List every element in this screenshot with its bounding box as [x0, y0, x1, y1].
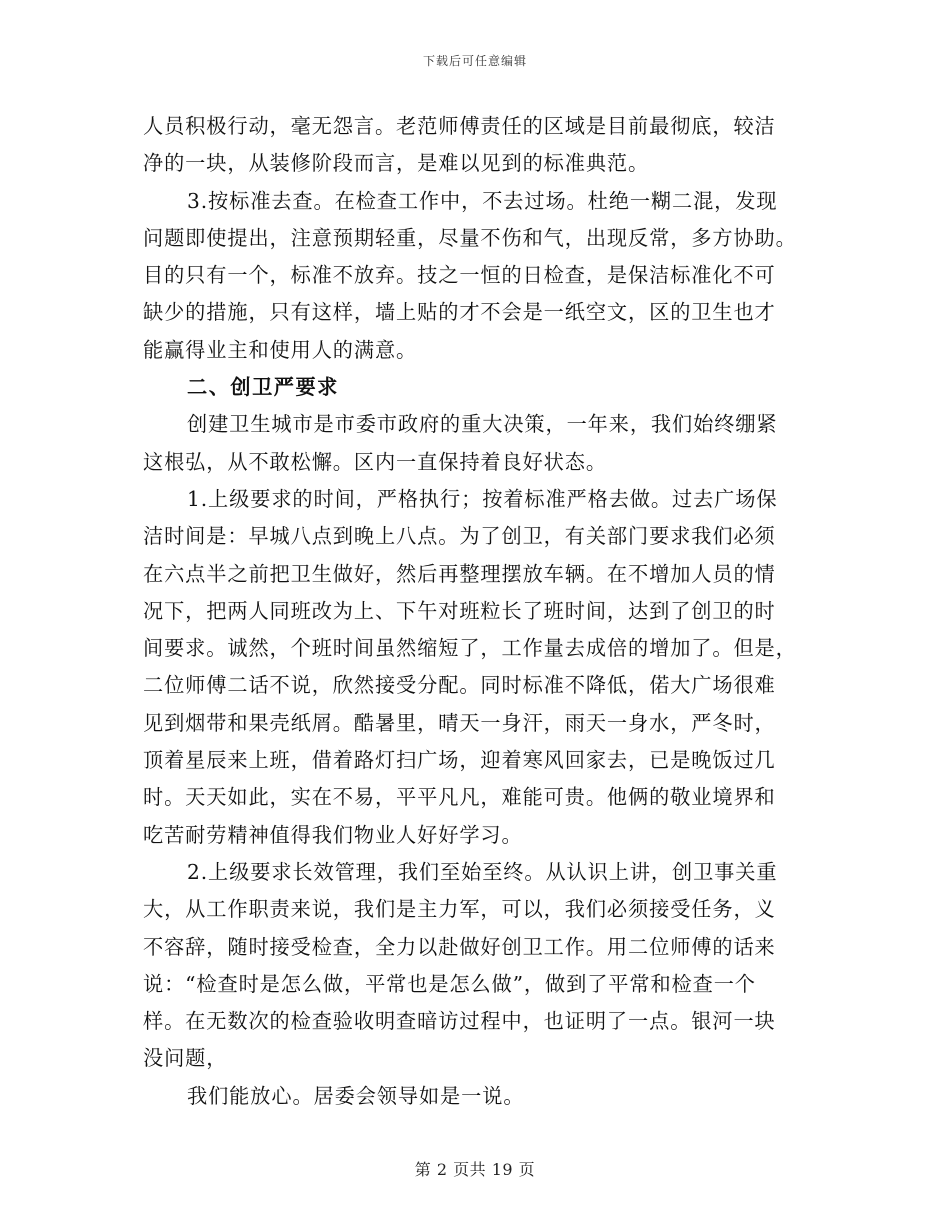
- paragraph-line: 见到烟带和果壳纸屑。酷暑里，晴天一身汗，雨天一身水，严冬时，: [143, 710, 776, 735]
- paragraph-line: 吃苦耐劳精神值得我们物业人好好学习。: [143, 822, 523, 847]
- paragraph-line: 净的一块，从装修阶段而言，是难以见到的标准典范。: [143, 151, 650, 176]
- paragraph-line: 创建卫生城市是市委市政府的重大决策，一年来，我们始终绷紧: [187, 412, 778, 437]
- section-heading: 二、创卫严要求: [187, 375, 339, 400]
- paragraph-line: 况下，把两人同班改为上、下午对班粒长了班时间，达到了创卫的时: [143, 598, 776, 623]
- paragraph-line: 1.上级要求的时间，严格执行；按着标准严格去做。过去广场保: [187, 486, 778, 511]
- paragraph-line: 3.按标准去查。在检查工作中，不去过场。杜绝一糊二混，发现: [187, 188, 778, 213]
- paragraph-line: 没问题，: [143, 1046, 228, 1071]
- paragraph-line: 2.上级要求长效管理，我们至始至终。从认识上讲，创卫事关重: [187, 859, 778, 884]
- paragraph-line: 时。天天如此，实在不易，平平凡凡，难能可贵。他俩的敬业境界和: [143, 785, 776, 810]
- paragraph-line: 顶着星辰来上班，借着路灯扫广场，迎着寒风回家去，已是晚饭过几: [143, 748, 776, 773]
- paragraph-line: 不容辞，随时接受检查，全力以赴做好创卫工作。用二位师傅的话来: [143, 934, 776, 959]
- page-number: 第 2 页共 19 页: [414, 1160, 536, 1179]
- paragraph-line: 人员积极行动，毫无怨言。老范师傅责任的区域是目前最彻底，较洁: [143, 114, 776, 138]
- paragraph-line: 大，从工作职责来说，我们是主力军，可以，我们必须接受任务，义: [143, 897, 776, 922]
- paragraph-line: 间要求。诚然，个班时间虽然缩短了，工作量去成倍的增加了。但是，: [143, 636, 797, 661]
- paragraph-line: 问题即使提出，注意预期轻重，尽量不伤和气，出现反常，多方协助。: [143, 225, 797, 250]
- paragraph-line: 样。在无数次的检查验收明查暗访过程中，也证明了一点。银河一块: [143, 1009, 776, 1034]
- paragraph-line: 说：“检查时是怎么做，平常也是怎么做”，做到了平常和检查一个: [143, 971, 756, 996]
- paragraph-line: 目的只有一个，标准不放弃。技之一恒的日检查，是保洁标准化不可: [143, 263, 776, 288]
- paragraph-line: 洁时间是：早城八点到晚上八点。为了创卫，有关部门要求我们必须: [143, 524, 776, 549]
- paragraph-line: 这根弘，从不敢松懈。区内一直保持着良好状态。: [143, 449, 607, 474]
- paragraph-line: 二位师傅二话不说，欣然接受分配。同时标准不降低，偌大广场很难: [143, 673, 776, 698]
- paragraph-line: 缺少的措施，只有这样，墙上贴的才不会是一纸空文，区的卫生也才: [143, 300, 776, 325]
- paragraph-line: 能赢得业主和使用人的满意。: [143, 337, 418, 362]
- paragraph-line: 我们能放心。居委会领导如是一说。: [187, 1083, 525, 1108]
- page-header-note: 下载后可任意编辑: [422, 54, 527, 68]
- document-body: [143, 108, 807, 1115]
- paragraph-line: 在六点半之前把卫生做好，然后再整理摆放车辆。在不增加人员的情: [143, 561, 776, 586]
